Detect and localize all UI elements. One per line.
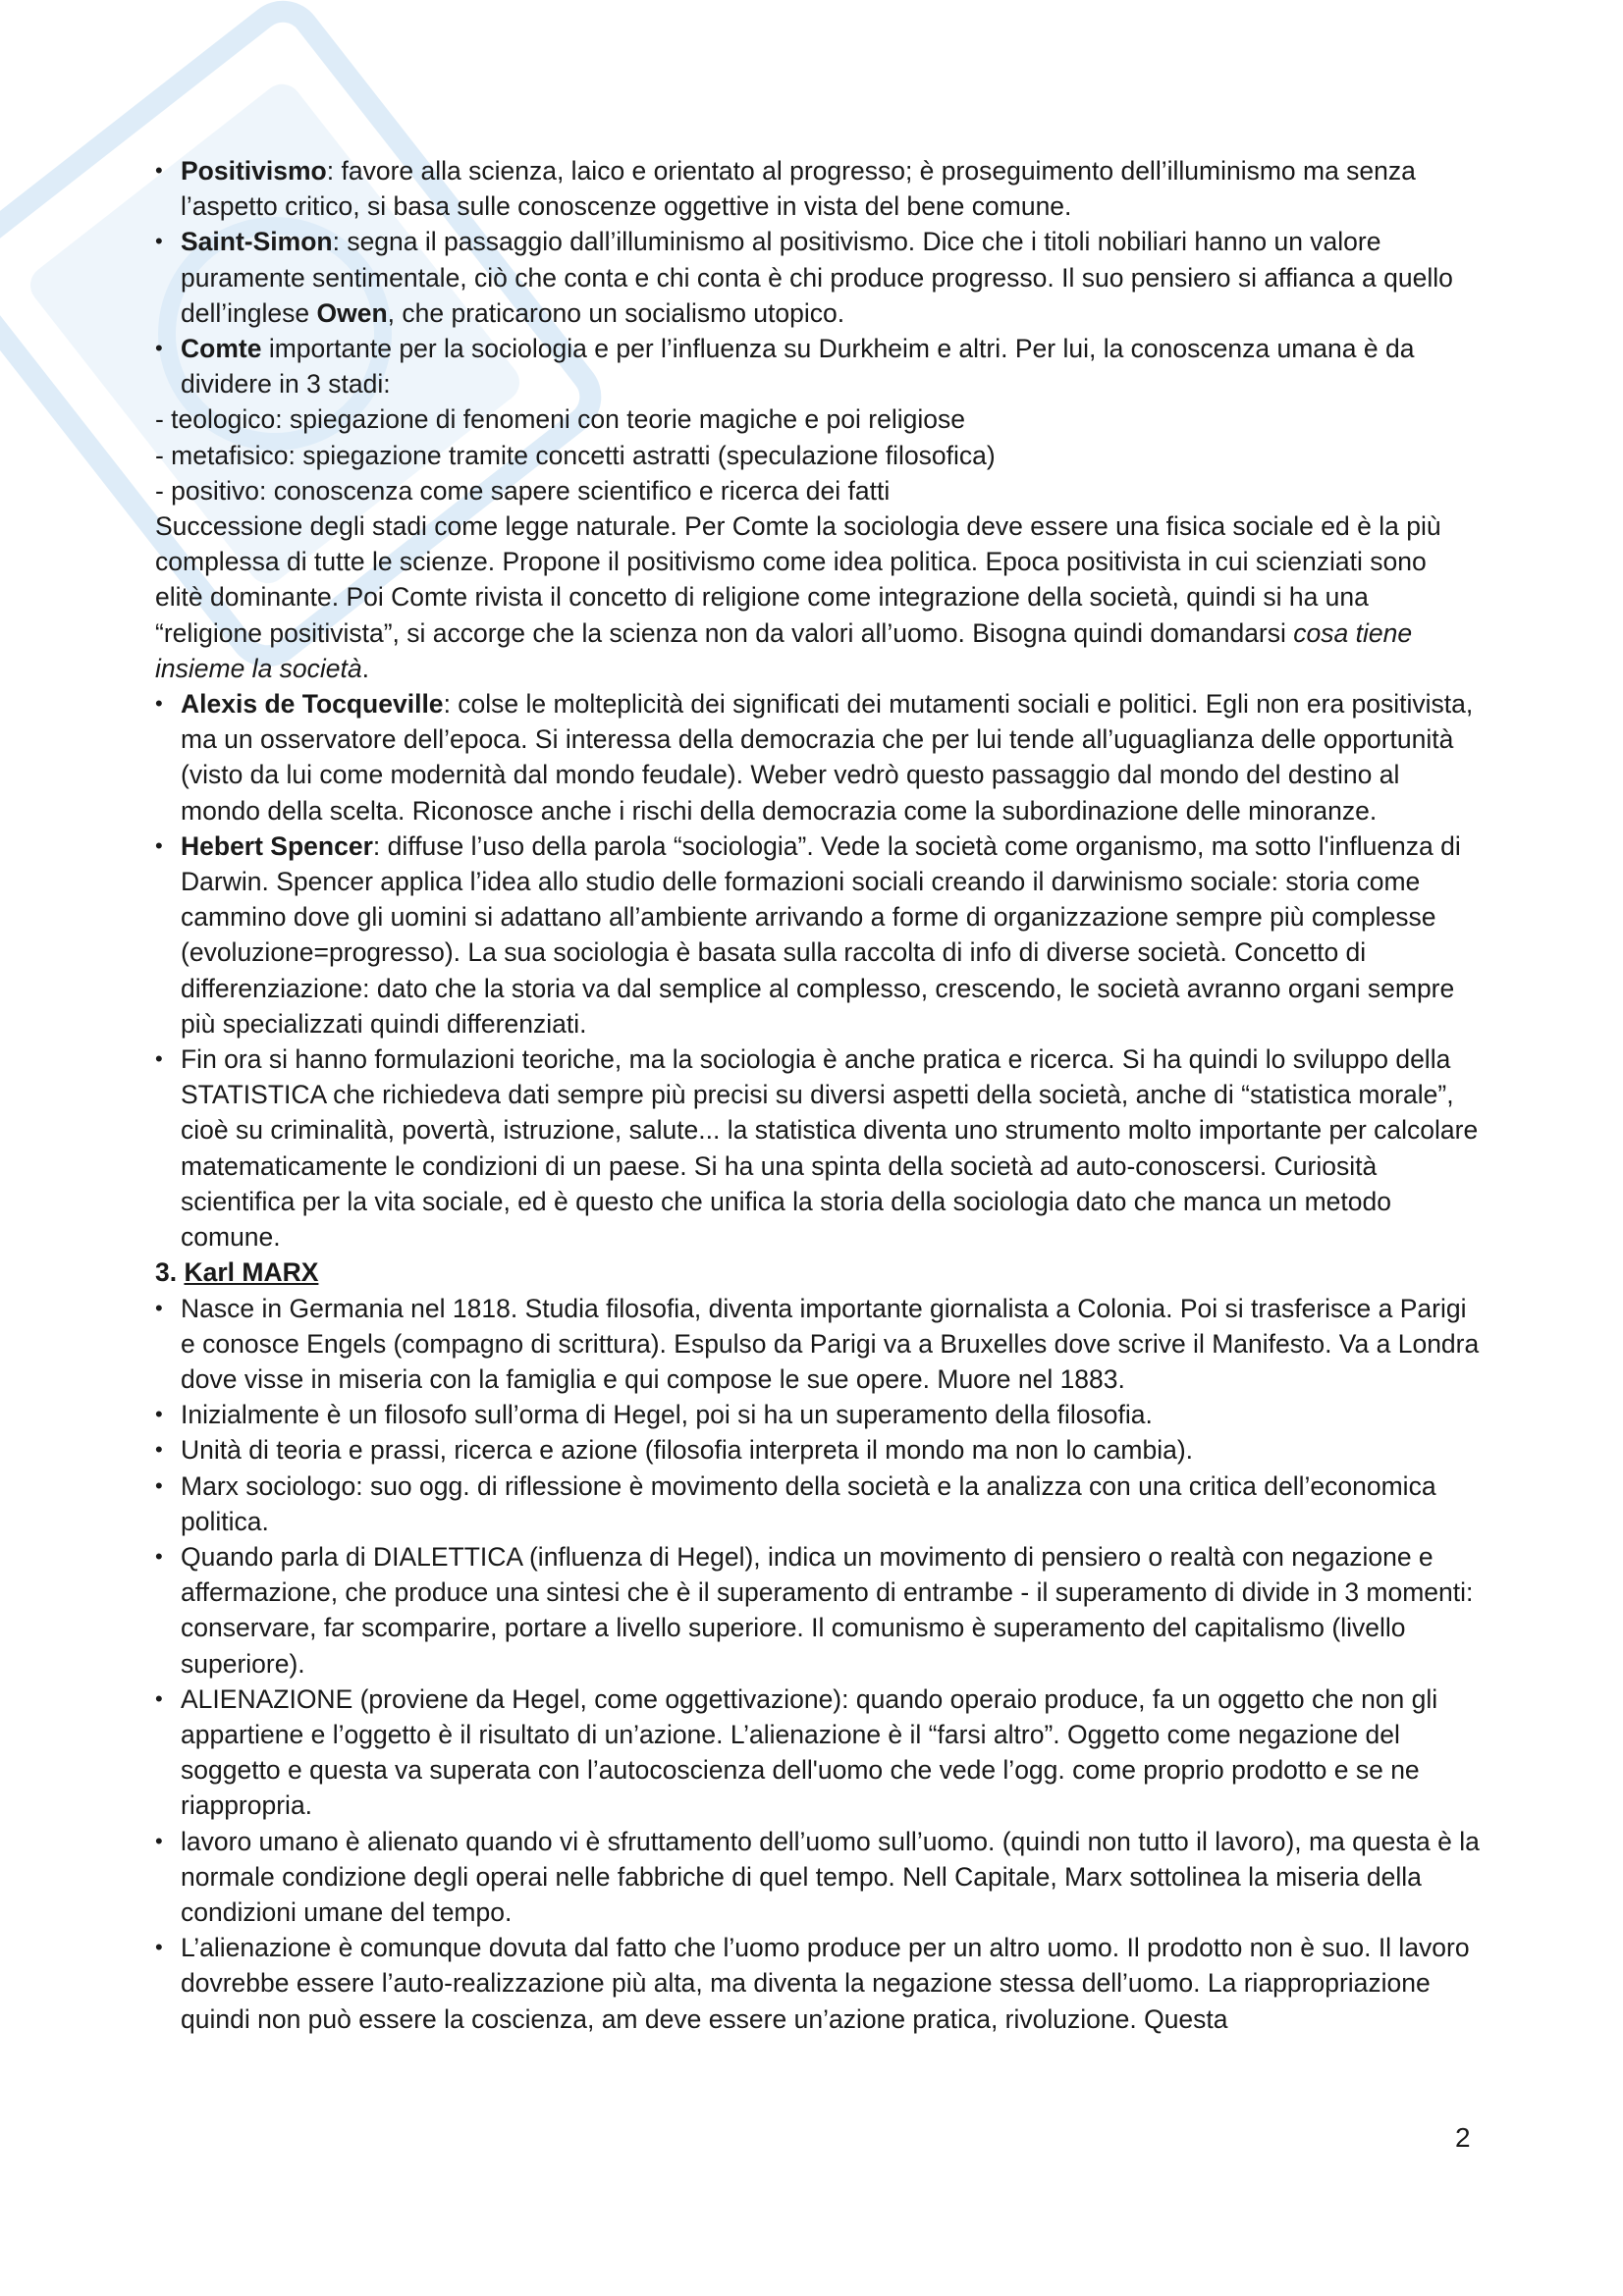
- list-item-marx-biografia: [155, 1291, 1481, 1398]
- list-item-comte: [155, 331, 1481, 401]
- list-item-text: lavoro umano è alienato quando vi è sfruttamento dell’uomo sull’uomo. (quindi non tutto il lavoro), ma questa è la normale condizione degli operai nelle fabbriche di quel tempo. Nell Capitale, Marx sottolinea la miseria della condizioni umane del tempo.: [181, 1826, 1480, 1927]
- document-body: [155, 153, 1481, 2037]
- list-item-text: Marx sociologo: suo ogg. di riflessione è movimento della società e la analizza con una critica dell’economica politica.: [181, 1470, 1436, 1536]
- comte-stadio-metafisico: - metafisico: spiegazione tramite concetti astratti (speculazione filosofica): [155, 440, 996, 470]
- list-item-marx-dialettica: [155, 1539, 1481, 1682]
- list-item-marx-sociologo: [155, 1468, 1481, 1539]
- text-saint-simon: : segna il passaggio dall’illuminismo al positivismo. Dice che i titoli nobiliari hanno un valore puramente sentimentale, ciò che conta e chi conta è chi produce progresso. Il suo pensiero si affianca a quello dell’inglese: [181, 227, 1453, 328]
- bullet: •: [155, 1685, 163, 1711]
- list-item-statistica: [155, 1041, 1481, 1255]
- list-item-saint-simon: [155, 224, 1481, 331]
- text-tocqueville: : colse le molteplicità dei significati dei mutamenti sociali e politici. Egli non era positivista, ma un osservatore dell’epoca. Si interessa della democrazia che per lui tende all’uguaglianza delle opportunità (visto da lui come modernità dal mondo feudale). Weber vedrò questo passaggio dal mondo del destino al mondo della scelta. Riconosce anche i rischi della democrazia come la subordinazione delle minoranze.: [181, 689, 1474, 826]
- list-item-positivismo: [155, 153, 1481, 224]
- comte-paragraph: [155, 508, 1481, 686]
- comte-paragraph-text: Successione degli stadi come legge naturale. Per Comte la sociologia deve essere una fisica sociale ed è la più complessa di tutte le scienze. Propone il positivismo come idea politica. Epoca positivista in cui scienziati sono elitè dominante. Poi Comte rivista il concetto di religione come integrazione della società, quindi si ha una “religione positivista”, si accorge che la scienza non da valori all’uomo. Bisogna quindi domandarsi: [155, 511, 1441, 648]
- list-item-text: Nasce in Germania nel 1818. Studia filosofia, diventa importante giornalista a Colonia. Poi si trasferisce a Parigi e conosce Engels (compagno di scrittura). Espulso da Parigi va a Bruxelles dove scrive il Manifesto. Va a Londra dove visse in miseria con la famiglia e qui compose le sue opere. Muore nel 1883.: [181, 1293, 1480, 1394]
- bullet: •: [155, 832, 163, 858]
- term-saint-simon: Saint-Simon: [181, 227, 333, 257]
- bullet: •: [155, 229, 163, 254]
- term-tocqueville: Alexis de Tocqueville: [181, 689, 444, 720]
- term-positivismo: Positivismo: [181, 156, 327, 186]
- list-item-marx-lavoro: [155, 1824, 1481, 1931]
- text-positivismo: : favore alla scienza, laico e orientato al progresso; è proseguimento dell’illuminismo ma senza l’aspetto critico, si basa sulle conoscenze oggettive in vista del bene comune.: [181, 156, 1416, 222]
- comte-paragraph-end: .: [361, 653, 370, 683]
- term-owen: Owen: [316, 297, 388, 328]
- list-item-marx-alienazione: [155, 1682, 1481, 1824]
- list-item-marx-prassi: [155, 1432, 1481, 1468]
- term-spencer: Hebert Spencer: [181, 830, 373, 861]
- comte-stadio-positivo: - positivo: conoscenza come sapere scientifico e ricerca dei fatti: [155, 475, 891, 506]
- list-item-marx-riappropriazione: [155, 1930, 1481, 2037]
- bullet: •: [155, 1402, 163, 1427]
- bullet: •: [155, 1935, 163, 1960]
- bullet: •: [155, 1295, 163, 1320]
- bullet: •: [155, 691, 163, 717]
- list-item-text: Inizialmente è un filosofo sull’orma di Hegel, poi si ha un superamento della filosofia.: [181, 1400, 1153, 1430]
- bullet: •: [155, 1437, 163, 1463]
- text-statistica: Fin ora si hanno formulazioni teoriche, ma la sociologia è anche pratica e ricerca. Si ha quindi lo sviluppo della STATISTICA che richiedeva dati sempre più precisi su diversi aspetti della società, anche di “statistica morale”, cioè su criminalità, povertà, istruzione, salute... la statistica diventa uno strumento molto importante per calcolare matematicamente le condizioni di un paese. Si ha una spinta della società ad auto-conoscersi. Curiosità scientifica per la vita sociale, ed è questo che unifica la storia della sociologia dato che manca un metodo comune.: [181, 1044, 1479, 1253]
- bullet: •: [155, 158, 163, 183]
- bullet: •: [155, 1472, 163, 1498]
- list-item-text: Quando parla di DIALETTICA (influenza di Hegel), indica un movimento di pensiero o realtà con negazione e affermazione, che produce una sintesi che è il superamento di entrambe - il superamento di divide in 3 momenti: conservare, far scomparire, portare a livello superiore. Il comunismo è superamento del capitalismo (livello superiore).: [181, 1541, 1474, 1679]
- list-item-text: L’alienazione è comunque dovuta dal fatto che l’uomo produce per un altro uomo. Il prodotto non è suo. Il lavoro dovrebbe essere l’auto-realizzazione più alta, ma diventa la negazione stessa dell’uomo. La riappropriazione quindi non può essere la coscienza, am deve essere un’azione pratica, rivoluzione. Questa: [181, 1933, 1470, 2034]
- page-number: 2: [1455, 2122, 1471, 2153]
- bullet: •: [155, 1828, 163, 1853]
- list-item-spencer: [155, 828, 1481, 1041]
- section-number: 3.: [155, 1257, 185, 1288]
- list-item-text: ALIENAZIONE (proviene da Hegel, come oggettivazione): quando operaio produce, fa un oggetto che non gli appartiene e l’oggetto è il risultato di un’azione. L’alienazione è il “farsi altro”. Oggetto come negazione del soggetto e questa va superata con l’autocoscienza dell'uomo che vede l’ogg. come proprio prodotto e se ne riappropria.: [181, 1683, 1438, 1821]
- text-spencer: : diffuse l’uso della parola “sociologia”. Vede la società come organismo, ma sotto l'influenza di Darwin. Spencer applica l’idea allo studio delle formazioni sociali creando il darwinismo sociale: storia come cammino dove gli uomini si adattano all’ambiente arrivando a forme di organizzazione sempre più complesse (evoluzione=progresso). La sua sociologia è basata sulla raccolta di info di diverse società. Concetto di differenziazione: dato che la storia va dal semplice al complesso, crescendo, le società avranno organi sempre più specializzati quindi differenziati.: [181, 830, 1461, 1039]
- text-saint-simon-end: , che praticarono un socialismo utopico.: [387, 297, 845, 328]
- bullet: •: [155, 1046, 163, 1072]
- term-comte: Comte: [181, 334, 262, 364]
- list-item-text: Unità di teoria e prassi, ricerca e azione (filosofia interpreta il mondo ma non lo cambia).: [181, 1435, 1194, 1466]
- comte-stadio-teologico: - teologico: spiegazione di fenomeni con teorie magiche e poi religiose: [155, 404, 965, 435]
- list-item-tocqueville: [155, 686, 1481, 828]
- section-title: Karl MARX: [184, 1257, 319, 1288]
- list-item-marx-hegel: [155, 1397, 1481, 1432]
- comte-paragraph-italic: cosa tiene insieme la società: [155, 617, 1413, 683]
- bullet: •: [155, 1543, 163, 1569]
- bullet: •: [155, 336, 163, 361]
- text-comte: importante per la sociologia e per l’influenza su Durkheim e altri. Per lui, la conoscenza umana è da dividere in 3 stadi:: [181, 334, 1415, 400]
- section-heading-marx: [155, 1255, 1481, 1290]
